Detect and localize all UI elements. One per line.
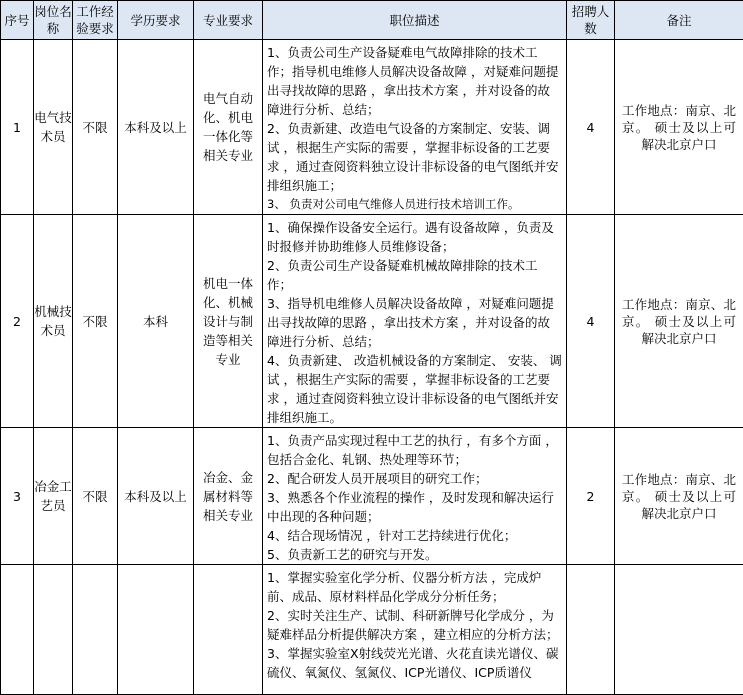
- table-row: [1, 565, 743, 695]
- table-row: [1, 215, 743, 428]
- description-line: 2、实时关注生产、试制、科研新牌号化学成分 ，为疑难样品分析提供解决方案 ，建立相应的分析方法；: [267, 606, 562, 644]
- row-education: 本科及以上: [118, 428, 194, 565]
- header-major: 专业要求: [194, 1, 263, 40]
- description-line: 3、掌握实验室X射线荧光光谱、火花直读光谱仪、碳硫仪、氧氮仪、氢氮仪、ICP光谱仪、ICP质谱仪: [267, 644, 562, 682]
- description-line: 5、负责新工艺的研究与开发。: [267, 545, 562, 564]
- description-line: 1、负责产品实现过程中工艺的执行 ，有多个方面 ，包括合金化、轧钢、热处理等环节；: [267, 431, 562, 469]
- description-line: 4、结合现场情况 ，针对工艺持续进行优化；: [267, 526, 562, 545]
- row-experience: 不限: [73, 40, 118, 215]
- row-remark: 工作地点：南京、北京。 硕士及以上可解决北京户口: [615, 215, 743, 428]
- row-no: 1: [1, 40, 34, 215]
- row-position: 机械技术员: [34, 215, 73, 428]
- description-line: 1、确保操作设备安全运行。遇有设备故障 ，负责及时报修并协助维修人员维修设备；: [267, 218, 562, 256]
- row-no: 3: [1, 428, 34, 565]
- row-description: [263, 428, 567, 565]
- row-position: 冶金工艺员: [34, 428, 73, 565]
- row-description: [263, 215, 567, 428]
- header-description: 职位描述: [263, 1, 567, 40]
- row-headcount: 4: [567, 40, 615, 215]
- row-major: 冶金、金属材料等相关专业: [194, 428, 263, 565]
- row-description: [263, 565, 567, 695]
- row-experience: [73, 565, 118, 695]
- header-experience: 工作经验要求: [73, 1, 118, 40]
- row-remark: 工作地点：南京、北京。 硕士及以上可解决北京户口: [615, 40, 743, 215]
- row-headcount: 4: [567, 215, 615, 428]
- row-description: [263, 40, 567, 215]
- row-major: 机电一体化、机械设计与制造等相关专业: [194, 215, 263, 428]
- row-education: [118, 565, 194, 695]
- header-headcount: 招聘人数: [567, 1, 615, 40]
- description-line: 3、熟悉各个作业流程的操作 ，及时发现和解决运行中出现的各种问题；: [267, 488, 562, 526]
- table-row: [1, 40, 743, 215]
- row-experience: 不限: [73, 215, 118, 428]
- description-line: 1、负责公司生产设备疑难电气故障排除的技术工作；指导机电维修人员解决设备故障 ，对疑难问题提出寻找故障的思路 ，拿出技术方案 ，并对设备的故障进行分析、总结；: [267, 43, 562, 119]
- header-position: 岗位名称: [34, 1, 73, 40]
- row-no: [1, 565, 34, 695]
- row-remark: 工作地点：南京、北京。 硕士及以上可解决北京户口: [615, 428, 743, 565]
- row-headcount: [567, 565, 615, 695]
- row-major: [194, 565, 263, 695]
- description-line: 2、负责新建、改造电气设备的方案制定、安装、调试 ，根据生产实际的需要 ，掌握非标设备的工艺要求 ，通过查阅资料独立设计非标设备的电气图纸并安排组织施工；: [267, 119, 562, 195]
- description-line: 4、负责新建、 改造机械设备的方案制定、 安装、 调试 ，根据生产实际的需要 ，掌握非标设备的工艺要求 ，通过查阅资料独立设计非标设备的电气图纸并安排组织施工。: [267, 351, 562, 427]
- row-education: 本科: [118, 215, 194, 428]
- row-remark: [615, 565, 743, 695]
- header-education: 学历要求: [118, 1, 194, 40]
- description-line: 3、 负责对公司电气维修人员进行技术培训工作。: [267, 195, 562, 214]
- table-row: [1, 428, 743, 565]
- row-experience: 不限: [73, 428, 118, 565]
- header-row: [1, 1, 743, 40]
- row-no: 2: [1, 215, 34, 428]
- header-remark: 备注: [615, 1, 743, 40]
- row-major: 电气自动化、机电一体化等相关专业: [194, 40, 263, 215]
- row-education: 本科及以上: [118, 40, 194, 215]
- description-line: 2、负责公司生产设备疑难机械故障排除的技术工作；: [267, 256, 562, 294]
- row-position: 电气技术员: [34, 40, 73, 215]
- description-line: 3、指导机电维修人员解决设备故障 ，对疑难问题提出寻找故障的思路 ，拿出技术方案 ，并对设备的故障进行分析、总结；: [267, 294, 562, 351]
- header-no: 序号: [1, 1, 34, 40]
- row-headcount: 2: [567, 428, 615, 565]
- description-line: 1、掌握实验室化学分析、仪器分析方法 ，完成炉前、成品、原材料样品化学成分分析任务；: [267, 568, 562, 606]
- description-line: 2、配合研发人员开展项目的研究工作；: [267, 469, 562, 488]
- row-position: [34, 565, 73, 695]
